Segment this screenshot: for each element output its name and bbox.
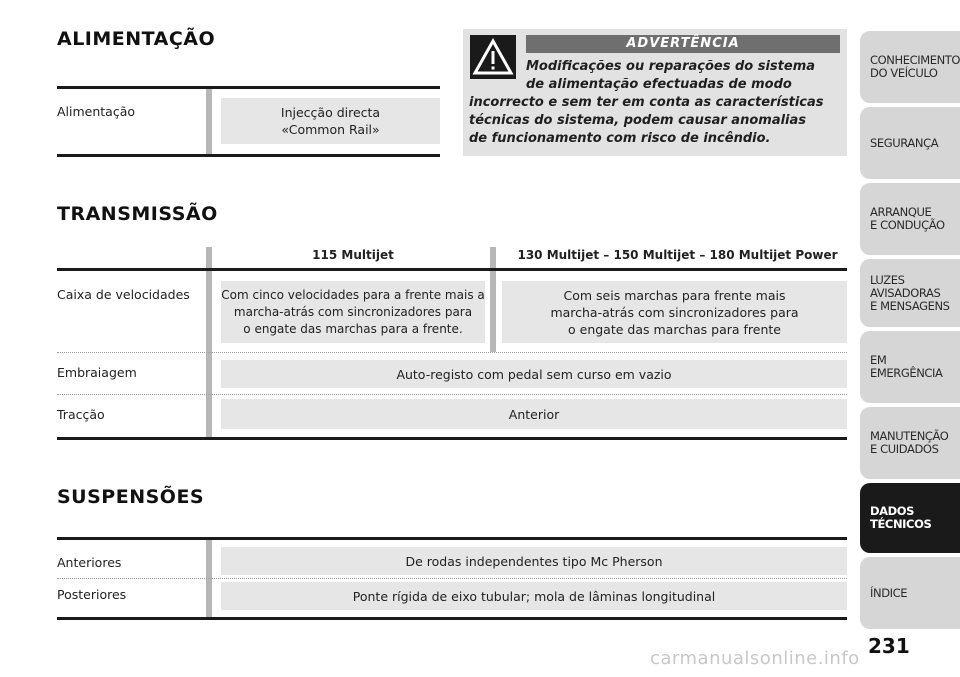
caixa-115-cell: [221, 281, 485, 343]
warning-line: técnicas do sistema, podem causar anomalias: [469, 113, 807, 128]
tab-luzes-avisadoras[interactable]: LUZES AVISADORAS E MENSAGENS: [860, 259, 960, 327]
table-top-rule: [57, 537, 847, 540]
cell-line: o engate das marchas para frente: [568, 321, 781, 337]
warning-line: incorrecto e sem ter em conta as características: [469, 95, 824, 110]
warning-icon: [470, 35, 516, 79]
column-divider: [206, 540, 212, 618]
tab-seguranca[interactable]: SEGURANÇA: [860, 107, 960, 179]
table-top-rule: [57, 86, 440, 89]
row-separator: [57, 352, 847, 353]
section-title-suspensoes: SUSPENSÕES: [57, 486, 205, 508]
alimentacao-value-line1: Injecção directa: [280, 105, 381, 120]
section-title-transmissao: TRANSMISSÃO: [57, 203, 218, 225]
embraiagem-value-cell: Auto-registo com pedal sem curso em vazio: [221, 360, 847, 388]
row-label-alimentacao: Alimentação: [57, 104, 136, 119]
row-label-embraiagem: Embraiagem: [57, 365, 137, 380]
tab-em-emergencia[interactable]: EM EMERGÊNCIA: [860, 331, 960, 403]
row-label-caixa: Caixa de velocidades: [57, 287, 190, 302]
page-number: 231: [868, 634, 910, 658]
column-header-115-multijet: 115 Multijet: [312, 248, 394, 262]
warning-title: ADVERTÊNCIA: [526, 35, 840, 53]
tab-dados-tecnicos[interactable]: DADOS TÉCNICOS: [860, 483, 960, 553]
table-bottom-rule: [57, 154, 440, 157]
tab-manutencao-e-cuidados[interactable]: MANUTENÇÃO E CUIDADOS: [860, 407, 960, 479]
alimentacao-value-line2: «Common Rail»: [281, 122, 380, 137]
column-divider: [490, 247, 496, 352]
tab-arranque-e-conducao[interactable]: ARRANQUE E CONDUÇÃO: [860, 183, 960, 255]
column-divider: [206, 89, 212, 155]
caixa-130-cell: [502, 281, 847, 343]
column-divider: [206, 247, 212, 439]
cell-line: marcha-atrás com sincronizadores para: [550, 304, 799, 320]
warning-line: Modificações ou reparações do sistema: [526, 59, 816, 74]
anteriores-value-cell: De rodas independentes tipo Mc Pherson: [221, 547, 847, 575]
cell-line: marcha-atrás com sincronizadores para: [233, 304, 473, 319]
cell-line: o engate das marchas para a frente.: [243, 321, 463, 336]
traccao-value-cell: Anterior: [221, 399, 847, 429]
cell-line: Com cinco velocidades para a frente mais a: [221, 287, 485, 302]
watermark: carmanualsonline.info: [650, 648, 860, 669]
row-label-anteriores: Anteriores: [57, 555, 122, 570]
table-bottom-rule: [57, 437, 847, 440]
row-label-traccao: Tracção: [57, 407, 105, 422]
row-label-posteriores: Posteriores: [57, 587, 127, 602]
alimentacao-value-cell: [221, 98, 440, 144]
warning-line: de alimentação efectuadas de modo: [526, 77, 792, 92]
table-bottom-rule: [57, 617, 847, 620]
tab-indice[interactable]: ÍNDICE: [860, 557, 960, 629]
table-top-rule: [57, 268, 847, 271]
column-header-130-150-180-multijet: 130 Multijet – 150 Multijet – 180 Multijet Power: [517, 248, 838, 262]
row-separator: [57, 394, 847, 395]
section-title-alimentacao: ALIMENTAÇÃO: [57, 28, 216, 50]
row-separator: [57, 578, 847, 579]
posteriores-value-cell: Ponte rígida de eixo tubular; mola de lâminas longitudinal: [221, 582, 847, 610]
warning-line: de funcionamento com risco de incêndio.: [469, 131, 771, 146]
tab-conhecimento-do-veiculo[interactable]: CONHECIMENTO DO VEÍCULO: [860, 31, 960, 103]
cell-line: Com seis marchas para frente mais: [563, 287, 786, 303]
